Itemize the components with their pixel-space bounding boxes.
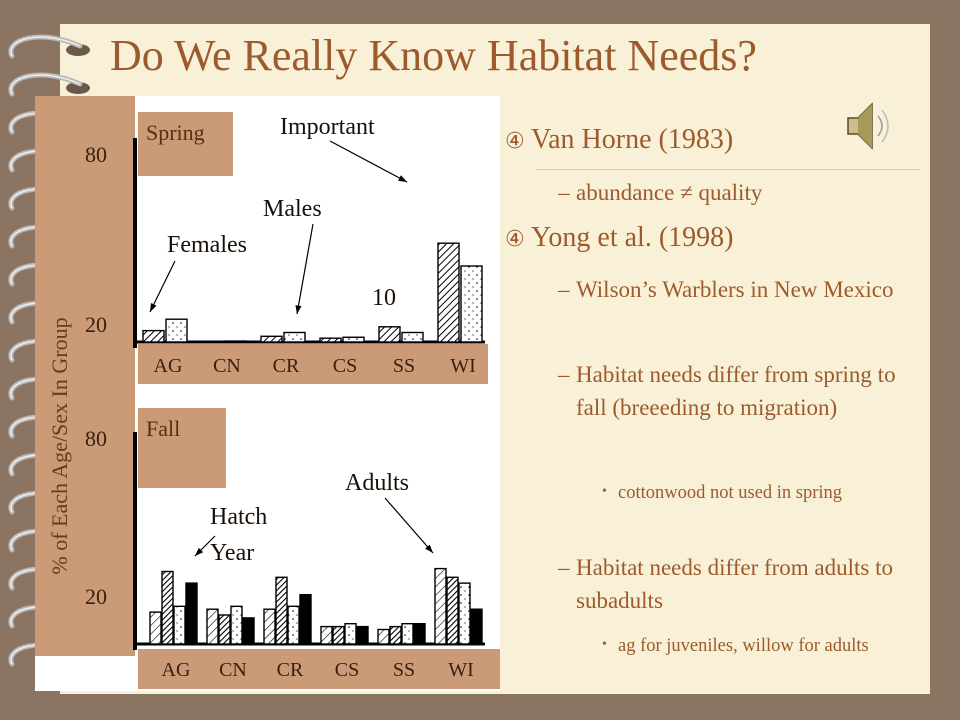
bar	[207, 609, 218, 644]
bar	[186, 583, 197, 644]
x-tick-label: WI	[450, 355, 476, 377]
x-tick-label: CN	[213, 355, 241, 377]
panel-label: Fall	[146, 416, 181, 441]
bar	[243, 618, 254, 644]
sub-sub-bullet-2: • ag for juveniles, willow for adults	[602, 636, 869, 656]
bullet-2-text: Yong et al. (1998)	[531, 222, 734, 253]
x-tick-label: CS	[334, 659, 360, 681]
sub-bullet-4-text: Habitat needs differ from adults to subadults	[576, 555, 894, 614]
sub-bullet-4: – Habitat needs differ from adults to subadults	[558, 555, 894, 614]
bar	[320, 338, 341, 342]
y-tick-label: 20	[85, 312, 107, 337]
bar	[166, 319, 187, 342]
y-tick-label: 80	[85, 142, 107, 167]
bar	[414, 624, 425, 644]
bar	[284, 333, 305, 343]
bar	[390, 627, 401, 644]
sub-sub-bullet-1-text: cottonwood not used in spring	[618, 483, 843, 503]
annotation-arrow	[297, 224, 313, 314]
sub-bullet-2: – Wilson’s Warblers in New Mexico	[558, 277, 894, 302]
annotation-important: Important	[280, 114, 375, 140]
bar	[402, 333, 423, 343]
bullet-icon: ④	[505, 227, 525, 252]
x-tick-label: WI	[448, 659, 474, 681]
sub-sub-bullet-1: • cottonwood not used in spring	[602, 483, 843, 503]
bar	[447, 577, 458, 644]
annotation-females: Females	[167, 232, 247, 258]
bar	[357, 627, 368, 644]
sub-bullet-1: – abundance ≠ quality	[558, 180, 763, 205]
sub-sub-bullet-2-text: ag for juveniles, willow for adults	[618, 636, 869, 656]
bar	[288, 606, 299, 644]
x-tick-label: CS	[332, 355, 358, 377]
bar	[219, 615, 230, 644]
y-tick-label: 80	[85, 426, 107, 451]
bar	[459, 583, 470, 644]
sub-bullet-3: – Habitat needs differ from spring to fall (breeeding to migration)	[558, 362, 896, 421]
bar-chart	[35, 96, 500, 691]
bar	[162, 572, 173, 645]
bar	[471, 609, 482, 644]
annotation-adults: Adults	[345, 470, 410, 496]
bullet-2	[505, 222, 733, 254]
sub-bullet-1-text: abundance ≠ quality	[576, 180, 763, 205]
category-band	[138, 649, 500, 689]
bar	[261, 336, 282, 342]
bar	[300, 595, 311, 644]
x-tick-label: AG	[153, 355, 183, 377]
slide-title: Do We Really Know Habitat Needs?	[110, 31, 757, 80]
annotation-arrow	[150, 261, 175, 312]
bullet-1-text: Van Horne (1983)	[531, 124, 734, 155]
bar	[461, 266, 482, 342]
bar	[438, 243, 459, 342]
x-tick-label: CR	[272, 355, 300, 377]
bar	[345, 624, 356, 644]
bar	[174, 606, 185, 644]
bar	[150, 612, 161, 644]
binding-ring	[11, 37, 90, 56]
bullet-icon: ④	[505, 129, 525, 154]
panel-label: Spring	[146, 120, 205, 145]
sub-bullet-2-text: Wilson’s Warblers in New Mexico	[576, 277, 894, 302]
annotation-10: 10	[372, 285, 396, 311]
bullet-1	[505, 124, 733, 156]
bar	[435, 569, 446, 644]
x-tick-label: CN	[219, 659, 247, 681]
y-axis-label: % of Each Age/Sex In Group	[47, 317, 72, 575]
y-tick-label: 20	[85, 584, 107, 609]
category-band	[138, 344, 488, 384]
annotation-arrow	[385, 498, 433, 553]
x-tick-label: SS	[392, 355, 416, 377]
bar	[264, 609, 275, 644]
annotation-year: Year	[210, 540, 255, 566]
bar	[379, 327, 400, 342]
bar	[143, 331, 164, 342]
bar	[321, 627, 332, 644]
x-tick-label: SS	[392, 659, 416, 681]
chart-panel	[35, 96, 500, 691]
annotation-arrow	[330, 141, 407, 182]
bar	[225, 341, 246, 342]
divider-line	[535, 169, 920, 170]
annotation-hatch: Hatch	[210, 504, 268, 530]
annotation-males: Males	[263, 196, 322, 222]
x-tick-label: CR	[276, 659, 304, 681]
chart-panel-1	[85, 408, 500, 689]
chart-panel-0	[85, 112, 488, 384]
speaker-icon[interactable]	[842, 96, 892, 156]
bar	[378, 630, 389, 645]
bar	[343, 337, 364, 342]
bar	[402, 624, 413, 644]
bar	[333, 627, 344, 644]
binding-ring	[11, 75, 90, 94]
x-tick-label: AG	[161, 659, 191, 681]
sub-bullet-3-text: Habitat needs differ from spring to fall (breeeding to migration)	[576, 362, 896, 421]
bar	[276, 577, 287, 644]
bar	[231, 606, 242, 644]
